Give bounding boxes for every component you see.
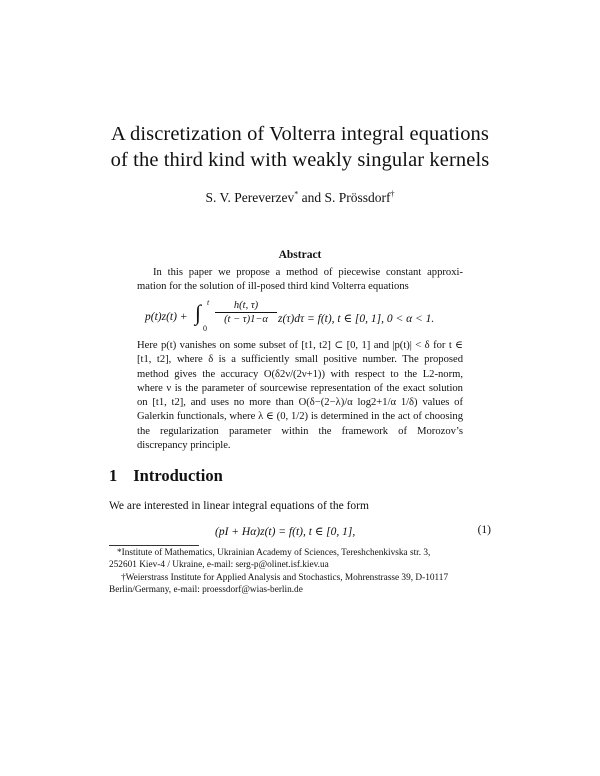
abstract-p2-line-5: exact solution on [t1, t2], and uses no more than O(δ−(2−λ)/α log2+1/α 1/δ) [137, 382, 463, 409]
abstract-p2-line-8: Morozov’s discrepancy principle. [137, 425, 463, 452]
author-1-footnote-mark: * [294, 189, 299, 199]
author-2: S. Prössdorf [324, 190, 391, 205]
section-title: Introduction [133, 466, 223, 485]
intro-sentence: We are interested in linear integral equations of the form [109, 500, 369, 512]
paper-title [60, 121, 540, 173]
abstract-p1-line-1: In this paper we propose a method of piecewise constant approxi- [153, 267, 463, 278]
abstract-paragraph-2 [137, 339, 463, 453]
abstract-p1-line-2: mation for the solution of ill-posed third kind Volterra equations [137, 281, 409, 293]
fraction-denominator: (t − τ)1−α [224, 314, 268, 325]
footnote-2 [109, 572, 491, 597]
abstract-paragraph-1 [137, 266, 463, 295]
integral-sign: ∫ [195, 300, 202, 325]
section-heading-introduction [109, 466, 223, 486]
abstract-p2-line-6: values of Galerkin functionals, where λ ∈ (0, 1/2) is determined in the [137, 397, 464, 423]
equation-rhs: z(τ)dτ = f(t), t ∈ [0, 1], 0 < α < 1. [278, 313, 435, 325]
integral-lower-limit: 0 [203, 324, 207, 333]
integral-upper-limit: t [207, 298, 210, 307]
title-line-1: A discretization of Volterra integral equations [111, 123, 489, 145]
footnote-1-line-1: *Institute of Mathematics, Ukrainian Academy of Sciences, Tereshchenkivska str. 3, [117, 548, 431, 558]
authors-conjunction: and [301, 190, 322, 205]
equation-1 [109, 524, 491, 540]
fraction-numerator: h(t, τ) [215, 300, 277, 313]
footnote-2-line-2: Berlin/Germany, e-mail: proessdorf@wias-berlin.de [109, 585, 303, 596]
section-number: 1 [109, 466, 118, 485]
footnote-2-line-1: †Weierstrass Institute for Applied Analysis and Stochastics, Mohrenstrasse 39, D-10117 [121, 573, 449, 583]
abstract-p2-line-2: for t ∈ [t1, t2], where δ is a sufficiently small positive number. The [137, 340, 464, 366]
abstract-equation [145, 300, 465, 336]
equation-1-body: (pI + Hα)z(t) = f(t), t ∈ [0, 1], [215, 526, 356, 538]
kernel-fraction [215, 300, 277, 325]
abstract-p2-line-4: L2-norm, where ν is the parameter of sourcewise representation of the [137, 368, 463, 394]
title-line-2: of the third kind with weakly singular kernels [110, 149, 490, 171]
footnote-1 [109, 547, 491, 572]
authors [60, 190, 540, 206]
abstract-p2-line-3: proposed method gives the accuracy O(δ2ν/(2ν+1)) with respect to the [137, 354, 463, 380]
footnote-rule [109, 545, 199, 546]
abstract-p2-line-1: Here p(t) vanishes on some subset of [t1, t2] ⊂ [0, 1] and |p(t)| < δ [137, 340, 430, 351]
author-1: S. V. Pereverzev [205, 190, 295, 205]
author-2-footnote-mark: † [390, 189, 395, 199]
equation-1-number: (1) [477, 524, 491, 536]
equation-lhs: p(t)z(t) + [145, 311, 188, 323]
abstract-heading: Abstract [278, 249, 322, 261]
footnote-1-line-2: 252601 Kiev-4 / Ukraine, e-mail: serg-p@olinet.isf.kiev.ua [109, 560, 329, 571]
abstract-p2-line-7: act of choosing the regularization parameter within the framework of [137, 411, 463, 437]
